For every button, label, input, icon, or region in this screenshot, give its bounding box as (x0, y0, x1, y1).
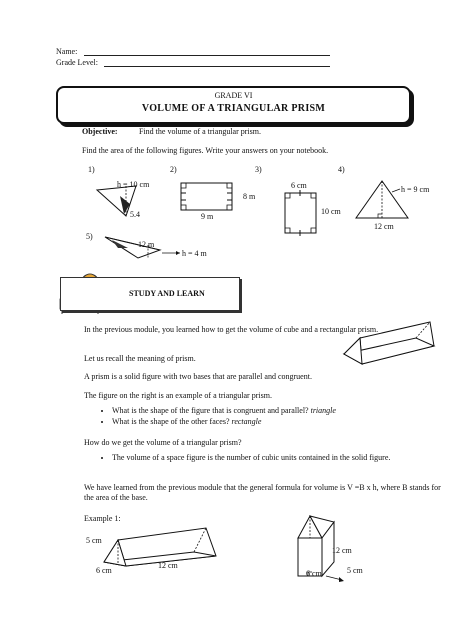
question-list (94, 405, 434, 427)
instruction-text: Find the area of the following figures. Write your answers on your notebook. (82, 146, 329, 155)
figure-4-height: h = 9 cm (401, 185, 430, 194)
example-prism-1 (94, 524, 232, 580)
example-1-height: 5 cm (86, 536, 102, 545)
example-2-width: 6 cm (306, 569, 322, 578)
paragraph-prism-definition: A prism is a solid figure with two bases that are parallel and congruent. (84, 372, 312, 381)
page-title: VOLUME OF A TRIANGULAR PRISM (141, 103, 326, 114)
grade-level-underline (104, 66, 330, 67)
figure-2-rectangle (178, 180, 238, 214)
figure-number-3: 3) (255, 165, 262, 174)
example-2-length: 12 cm (332, 546, 352, 555)
objective-label: Objective: (82, 127, 118, 136)
triangular-prism-illustration (338, 316, 450, 370)
title-box (56, 86, 411, 124)
study-and-learn-label: STUDY AND LEARN (129, 289, 205, 298)
figure-number-1: 1) (88, 165, 95, 174)
name-underline (84, 55, 330, 56)
figure-4-base: 12 cm (374, 222, 394, 231)
figure-3-top: 6 cm (291, 181, 307, 190)
example-2-height: 5 cm (347, 566, 363, 575)
example-label: Example 1: (84, 514, 121, 523)
answer-1-text: triangle (310, 406, 336, 415)
figure-5-base: 12 m (138, 240, 155, 249)
figure-number-2: 2) (170, 165, 177, 174)
paragraph-recall: Let us recall the meaning of prism. (84, 354, 196, 363)
figure-2-side: 8 m (243, 192, 256, 201)
example-1-length: 12 cm (158, 561, 178, 570)
example-1-width: 6 cm (96, 566, 112, 575)
question-2-text: What is the shape of the other faces? (112, 417, 230, 426)
question-item-2 (112, 416, 434, 427)
figure-number-5: 5) (86, 232, 93, 241)
figure-3-side: 10 cm (321, 207, 341, 216)
figure-2-bottom: 9 m (201, 212, 214, 221)
objective-text: Find the volume of a triangular prism. (139, 127, 261, 136)
figure-1-base: 5.4 (130, 210, 140, 219)
figure-3-rectangle (282, 190, 320, 236)
grade-level-label: Grade Level: (56, 58, 98, 67)
grade-heading: GRADE VI (214, 91, 253, 100)
definition-list (94, 452, 434, 463)
paragraph-example-figure: The figure on the right is an example of a triangular prism. (84, 391, 272, 400)
figure-number-4: 4) (338, 165, 345, 174)
paragraph-how-volume: How do we get the volume of a triangular prism? (84, 438, 242, 447)
definition-text: The volume of a space figure is the number of cubic units contained in the solid figure. (112, 453, 391, 462)
figure-5-triangle (100, 232, 190, 268)
paragraph-formula: We have learned from the previous module that the general formula for volume is V =B x h, where B stands for the area of the base. (84, 483, 441, 502)
question-item-1 (112, 405, 434, 416)
name-label: Name: (56, 47, 78, 56)
figure-5-height: h = 4 m (182, 249, 207, 258)
figure-1-height: h = 10 cm (117, 180, 150, 189)
paragraph-previous-module: In the previous module, you learned how to get the volume of cube and a rectangular prism. (84, 325, 379, 334)
study-and-learn-banner (60, 277, 240, 311)
definition-item (112, 452, 434, 463)
answer-2-text: rectangle (231, 417, 262, 426)
question-1-text: What is the shape of the figure that is congruent and parallel? (112, 406, 309, 415)
